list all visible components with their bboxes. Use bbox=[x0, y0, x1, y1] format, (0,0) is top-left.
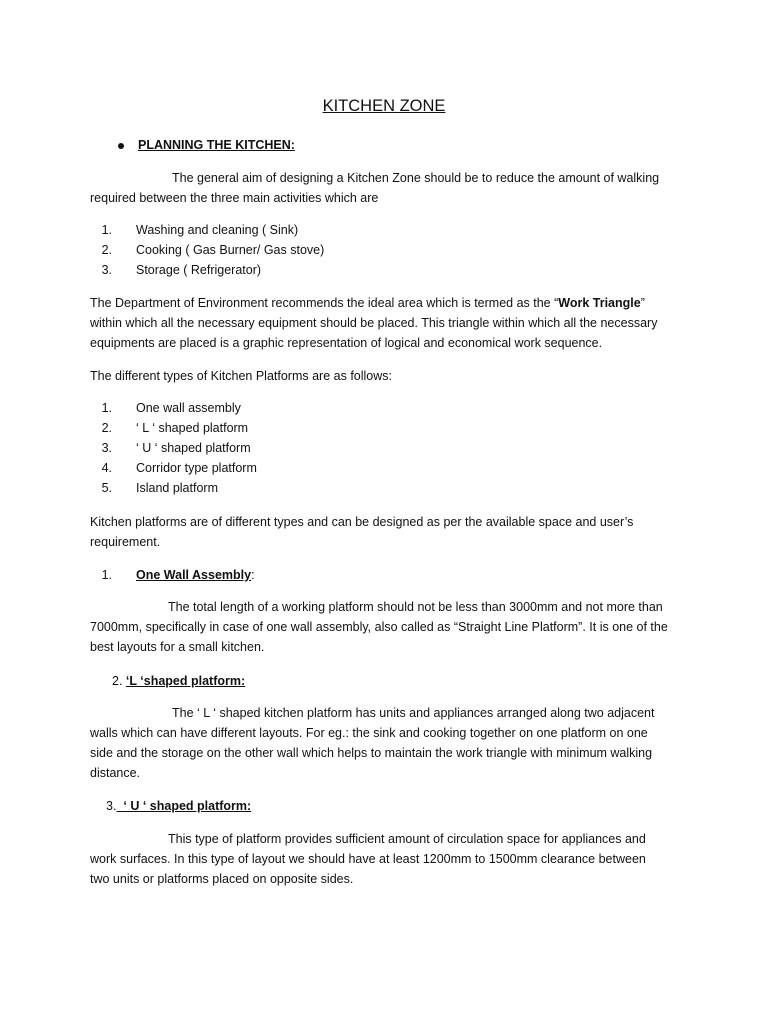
page-title: KITCHEN ZONE bbox=[322, 97, 446, 115]
list-item: 3. Storage ( Refrigerator) bbox=[101, 263, 262, 277]
u-shaped-heading-row: 3. ‘ U ‘ shaped platform: bbox=[106, 799, 252, 813]
planning-heading: PLANNING THE KITCHEN: bbox=[138, 138, 295, 152]
planning-intro-line2: required between the three main activities which are bbox=[90, 191, 379, 205]
u-shaped-heading: ‘ U ‘ shaped platform: bbox=[116, 799, 252, 813]
l-shaped-heading-row: 2. ‘L ‘shaped platform: bbox=[112, 674, 246, 688]
planning-heading-row bbox=[118, 135, 295, 155]
l-shaped-paragraph: The ‘ L ‘ shaped kitchen platform has units and appliances arranged along two adjacent walls which can have different layouts. For eg.: the sink and cooking together on one platform on one side and the storage on the other wall which helps to maintain the work triangle with minimum walking distance. bbox=[90, 706, 655, 780]
one-wall-paragraph: The total length of a working platform should not be less than 3000mm and not more than 7000mm, specifically in case of one wall assembly, also called as “Straight Line Platform”. It is one of the best layouts for a small kitchen. bbox=[90, 600, 668, 654]
platforms-intro: The different types of Kitchen Platforms are as follows: bbox=[90, 369, 392, 383]
list-item: 4. Corridor type platform bbox=[101, 461, 257, 475]
work-triangle-term: Work Triangle bbox=[558, 296, 641, 310]
platform-types-list bbox=[90, 398, 690, 498]
platforms-note: Kitchen platforms are of different types and can be designed as per the available space and user’s requirement. bbox=[90, 515, 634, 549]
activities-list bbox=[90, 220, 690, 280]
work-triangle-paragraph: The Department of Environment recommends the ideal area which is termed as the “Work Triangle” within which all the necessary equipment should be placed. This triangle within which all the necessary equipments are placed is a graphic representation of logical and economical work sequence. bbox=[90, 296, 658, 350]
planning-intro-line1: The general aim of designing a Kitchen Zone should be to reduce the amount of walking bbox=[172, 171, 660, 185]
list-item: 1. One wall assembly bbox=[101, 401, 241, 415]
list-item: 2. Cooking ( Gas Burner/ Gas stove) bbox=[101, 243, 325, 257]
list-item: 2. ‘ L ‘ shaped platform bbox=[101, 421, 249, 435]
one-wall-heading: One Wall Assembly bbox=[136, 568, 252, 582]
u-shaped-paragraph: This type of platform provides sufficient amount of circulation space for appliances and work surfaces. In this type of layout we should have at least 1200mm to 1500mm clearance between two units or platforms placed on opposite sides. bbox=[90, 832, 646, 886]
list-item: 5. Island platform bbox=[101, 481, 218, 495]
l-shaped-heading: ‘L ‘shaped platform: bbox=[125, 674, 246, 688]
list-item: 1. Washing and cleaning ( Sink) bbox=[101, 223, 299, 237]
one-wall-heading-row: 1. One Wall Assembly: bbox=[101, 568, 255, 582]
list-item: 3. ‘ U ‘ shaped platform bbox=[101, 441, 251, 455]
planning-intro bbox=[90, 168, 690, 208]
bullet-icon bbox=[118, 143, 124, 149]
